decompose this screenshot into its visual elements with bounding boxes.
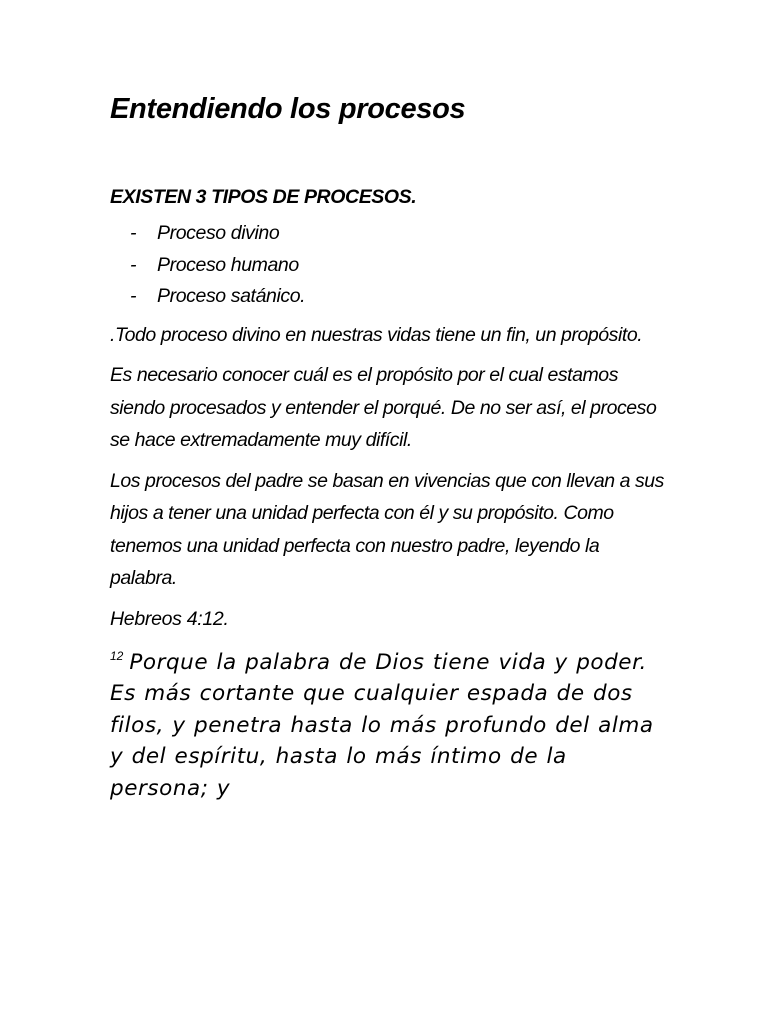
verse-text: Porque la palabra de Dios tiene vida y poder. Es más cortante que cualquier espada de dos filos, y penetra hasta lo más profundo del alma y del espíritu, hasta lo más íntimo de la persona; y [110,649,654,801]
list-item-text: Proceso humano [157,253,299,276]
scripture-verse [110,641,670,805]
verse-number: 12 [110,648,124,663]
section-heading: EXISTEN 3 TIPOS DE PROCESOS. [110,186,417,208]
list-item-text: Proceso satánico. [157,285,306,307]
paragraph-father-processes: Los procesos del padre se basan en vivencias que con llevan a sus hijos a tener una unidad perfecta con él y su propósito. Como tenemos una unidad perfecta con nuestro padre, leyendo la palabra. [110,469,664,589]
list-item-human [110,250,670,282]
paragraph-purpose: .Todo proceso divino en nuestras vidas tiene un fin, un propósito. [110,323,643,346]
page-title: Entendiendo los procesos [110,93,466,125]
paragraph-understanding: Es necesario conocer cuál es el propósito por el cual estamos siendo procesados y entender el porqué. De no ser así, el proceso se hace extremadamente muy difícil. [110,364,657,451]
list-item-divine [110,218,670,250]
list-item-satanic [110,281,670,313]
list-dash: - [130,253,137,276]
list-dash: - [130,222,137,244]
list-item-text: Proceso divino [157,222,280,244]
list-dash: - [130,285,137,307]
process-types-list [110,218,670,313]
scripture-reference: Hebreos 4:12. [110,607,229,630]
document-body [110,88,670,804]
